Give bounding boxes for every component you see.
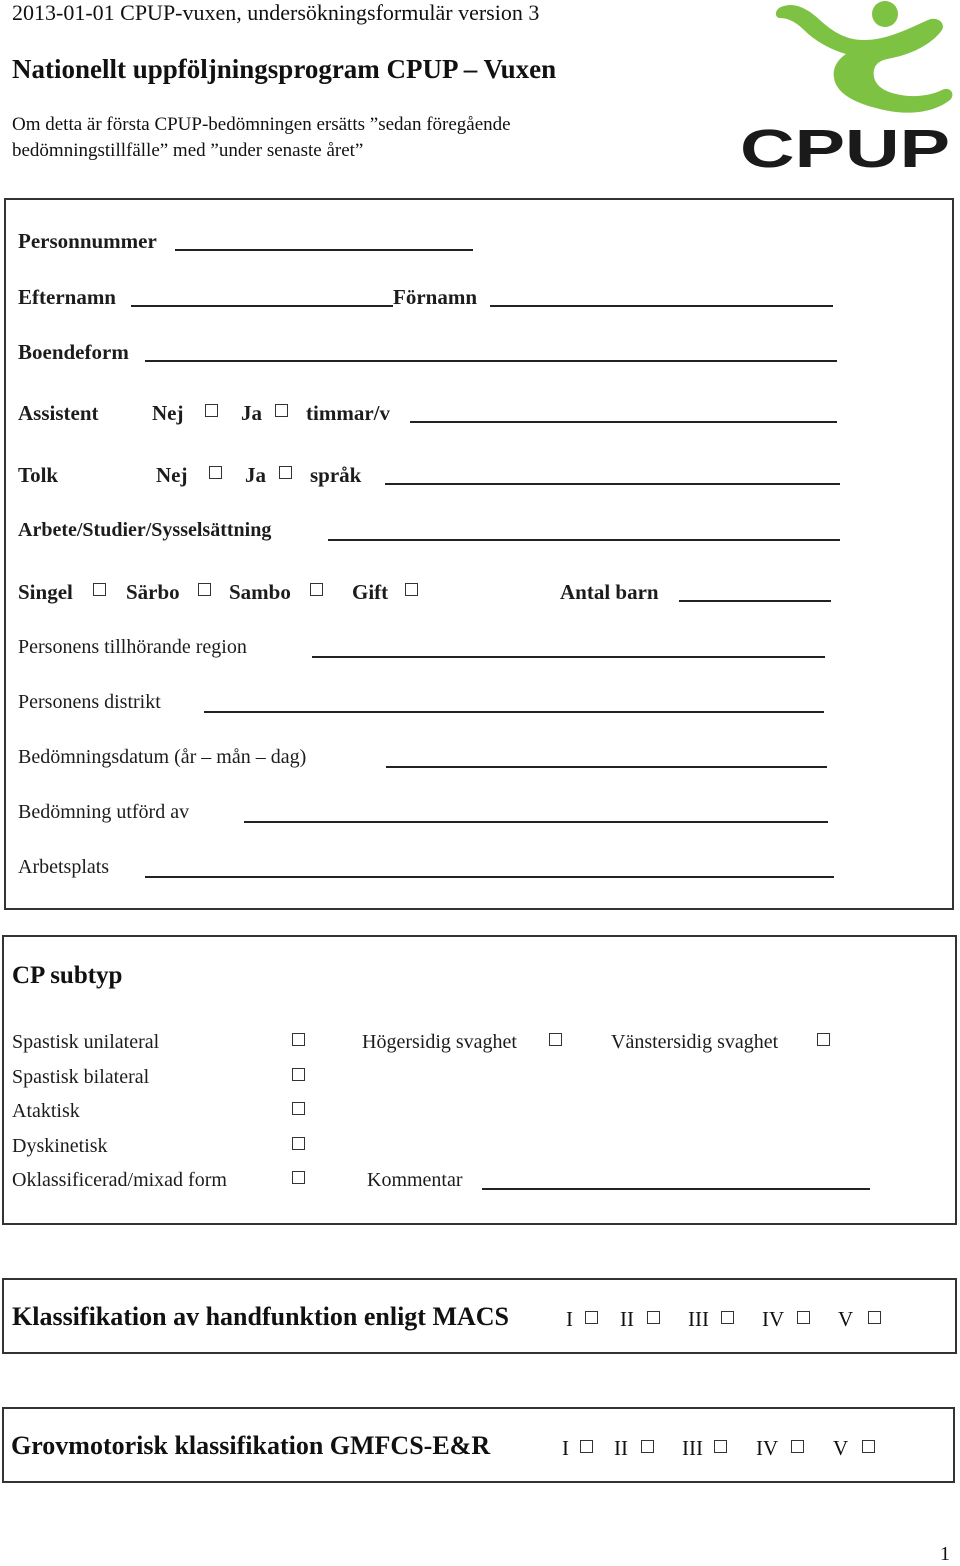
gift-checkbox[interactable] <box>405 583 418 596</box>
arbetsplats-label: Arbetsplats <box>18 856 110 878</box>
personnummer-field[interactable] <box>175 249 473 251</box>
region-label: Personens tillhörande region <box>18 636 247 658</box>
spastisk-unilateral-checkbox[interactable] <box>292 1033 305 1046</box>
assistent-ja-label: Ja <box>241 401 262 425</box>
macs-level-v-label: V <box>838 1307 854 1331</box>
antal-barn-label: Antal barn <box>560 580 659 604</box>
efternamn-label: Efternamn <box>18 285 116 309</box>
sambo-label: Sambo <box>229 580 291 604</box>
cp-item-spastisk-unilateral: Spastisk unilateral <box>12 1031 160 1053</box>
vanstersidig-label: Vänstersidig svaghet <box>611 1031 779 1053</box>
singel-checkbox[interactable] <box>93 583 106 596</box>
distrikt-field[interactable] <box>204 711 824 713</box>
utford-av-label: Bedömning utförd av <box>18 801 190 823</box>
assistent-ja-checkbox[interactable] <box>275 404 288 417</box>
gmfcs-title: Grovmotorisk klassifikation GMFCS-E&R <box>11 1431 491 1460</box>
ataktisk-checkbox[interactable] <box>292 1102 305 1115</box>
intro-line-2: bedömningstillfälle” med ”under senaste året” <box>12 140 364 161</box>
sarbo-checkbox[interactable] <box>198 583 211 596</box>
cp-item-oklassificerad: Oklassificerad/mixad form <box>12 1169 227 1191</box>
macs-level-ii-label: II <box>620 1307 634 1331</box>
gmfcs-level-iv-checkbox[interactable] <box>791 1440 804 1453</box>
macs-level-ii-checkbox[interactable] <box>647 1311 660 1324</box>
singel-label: Singel <box>18 580 73 604</box>
intro-line-1: Om detta är första CPUP-bedömningen ersätts ”sedan föregående <box>12 114 511 135</box>
assistent-nej-label: Nej <box>152 401 184 425</box>
gmfcs-level-v-label: V <box>833 1436 849 1460</box>
spastisk-bilateral-checkbox[interactable] <box>292 1068 305 1081</box>
kommentar-field[interactable] <box>482 1188 870 1190</box>
macs-title: Klassifikation av handfunktion enligt MACS <box>12 1302 510 1331</box>
gmfcs-level-ii-label: II <box>614 1436 628 1460</box>
datum-label: Bedömningsdatum (år – mån – dag) <box>18 746 307 768</box>
macs-level-iv-label: IV <box>762 1307 785 1331</box>
distrikt-label: Personens distrikt <box>18 691 161 713</box>
sprak-field[interactable] <box>385 483 840 485</box>
sarbo-label: Särbo <box>126 580 180 604</box>
vanstersidig-checkbox[interactable] <box>817 1033 830 1046</box>
macs-level-i-label: I <box>566 1307 573 1331</box>
gmfcs-level-ii-checkbox[interactable] <box>641 1440 654 1453</box>
gmfcs-level-iii-label: III <box>682 1436 703 1460</box>
kommentar-label: Kommentar <box>367 1169 463 1191</box>
assistent-nej-checkbox[interactable] <box>205 404 218 417</box>
arbete-label: Arbete/Studier/Sysselsättning <box>18 519 272 541</box>
dyskinetisk-checkbox[interactable] <box>292 1137 305 1150</box>
cp-item-ataktisk: Ataktisk <box>12 1100 80 1122</box>
gift-label: Gift <box>352 580 389 604</box>
region-field[interactable] <box>312 656 825 658</box>
macs-level-i-checkbox[interactable] <box>585 1311 598 1324</box>
cp-subtype-title: CP subtyp <box>12 962 123 989</box>
boendeform-field[interactable] <box>145 360 837 362</box>
boendeform-label: Boendeform <box>18 340 129 364</box>
efternamn-field[interactable] <box>131 305 393 307</box>
tolk-ja-checkbox[interactable] <box>279 466 292 479</box>
fornamn-field[interactable] <box>490 305 833 307</box>
datum-field[interactable] <box>386 766 827 768</box>
macs-level-iii-label: III <box>688 1307 709 1331</box>
fornamn-label: Förnamn <box>393 285 477 309</box>
arbetsplats-field[interactable] <box>145 876 834 878</box>
macs-level-v-checkbox[interactable] <box>868 1311 881 1324</box>
cp-item-dyskinetisk: Dyskinetisk <box>12 1135 108 1157</box>
antal-barn-field[interactable] <box>679 600 831 602</box>
oklassificerad-checkbox[interactable] <box>292 1171 305 1184</box>
sambo-checkbox[interactable] <box>310 583 323 596</box>
gmfcs-level-iii-checkbox[interactable] <box>714 1440 727 1453</box>
gmfcs-level-i-label: I <box>562 1436 569 1460</box>
gmfcs-level-i-checkbox[interactable] <box>580 1440 593 1453</box>
document-header: 2013-01-01 CPUP-vuxen, undersökningsformulär version 3 <box>12 0 540 25</box>
hogersidig-checkbox[interactable] <box>549 1033 562 1046</box>
arbete-field[interactable] <box>328 539 840 541</box>
macs-level-iv-checkbox[interactable] <box>797 1311 810 1324</box>
cpup-logo <box>736 0 956 172</box>
sprak-label: språk <box>310 463 362 487</box>
tolk-ja-label: Ja <box>245 463 266 487</box>
timmar-field[interactable] <box>410 421 837 423</box>
page-title: Nationellt uppföljningsprogram CPUP – Vuxen <box>12 54 557 84</box>
macs-level-iii-checkbox[interactable] <box>721 1311 734 1324</box>
gmfcs-level-v-checkbox[interactable] <box>862 1440 875 1453</box>
utford-av-field[interactable] <box>244 821 828 823</box>
logo-text: CPUP <box>740 119 950 172</box>
assistent-label: Assistent <box>18 401 99 425</box>
tolk-nej-label: Nej <box>156 463 188 487</box>
tolk-label: Tolk <box>18 463 59 487</box>
personnummer-label: Personnummer <box>18 229 157 253</box>
page-number: 1 <box>940 1543 950 1565</box>
tolk-nej-checkbox[interactable] <box>209 466 222 479</box>
gmfcs-level-iv-label: IV <box>756 1436 779 1460</box>
hogersidig-label: Högersidig svaghet <box>362 1031 517 1053</box>
timmar-label: timmar/v <box>306 401 390 425</box>
cp-item-spastisk-bilateral: Spastisk bilateral <box>12 1066 150 1088</box>
